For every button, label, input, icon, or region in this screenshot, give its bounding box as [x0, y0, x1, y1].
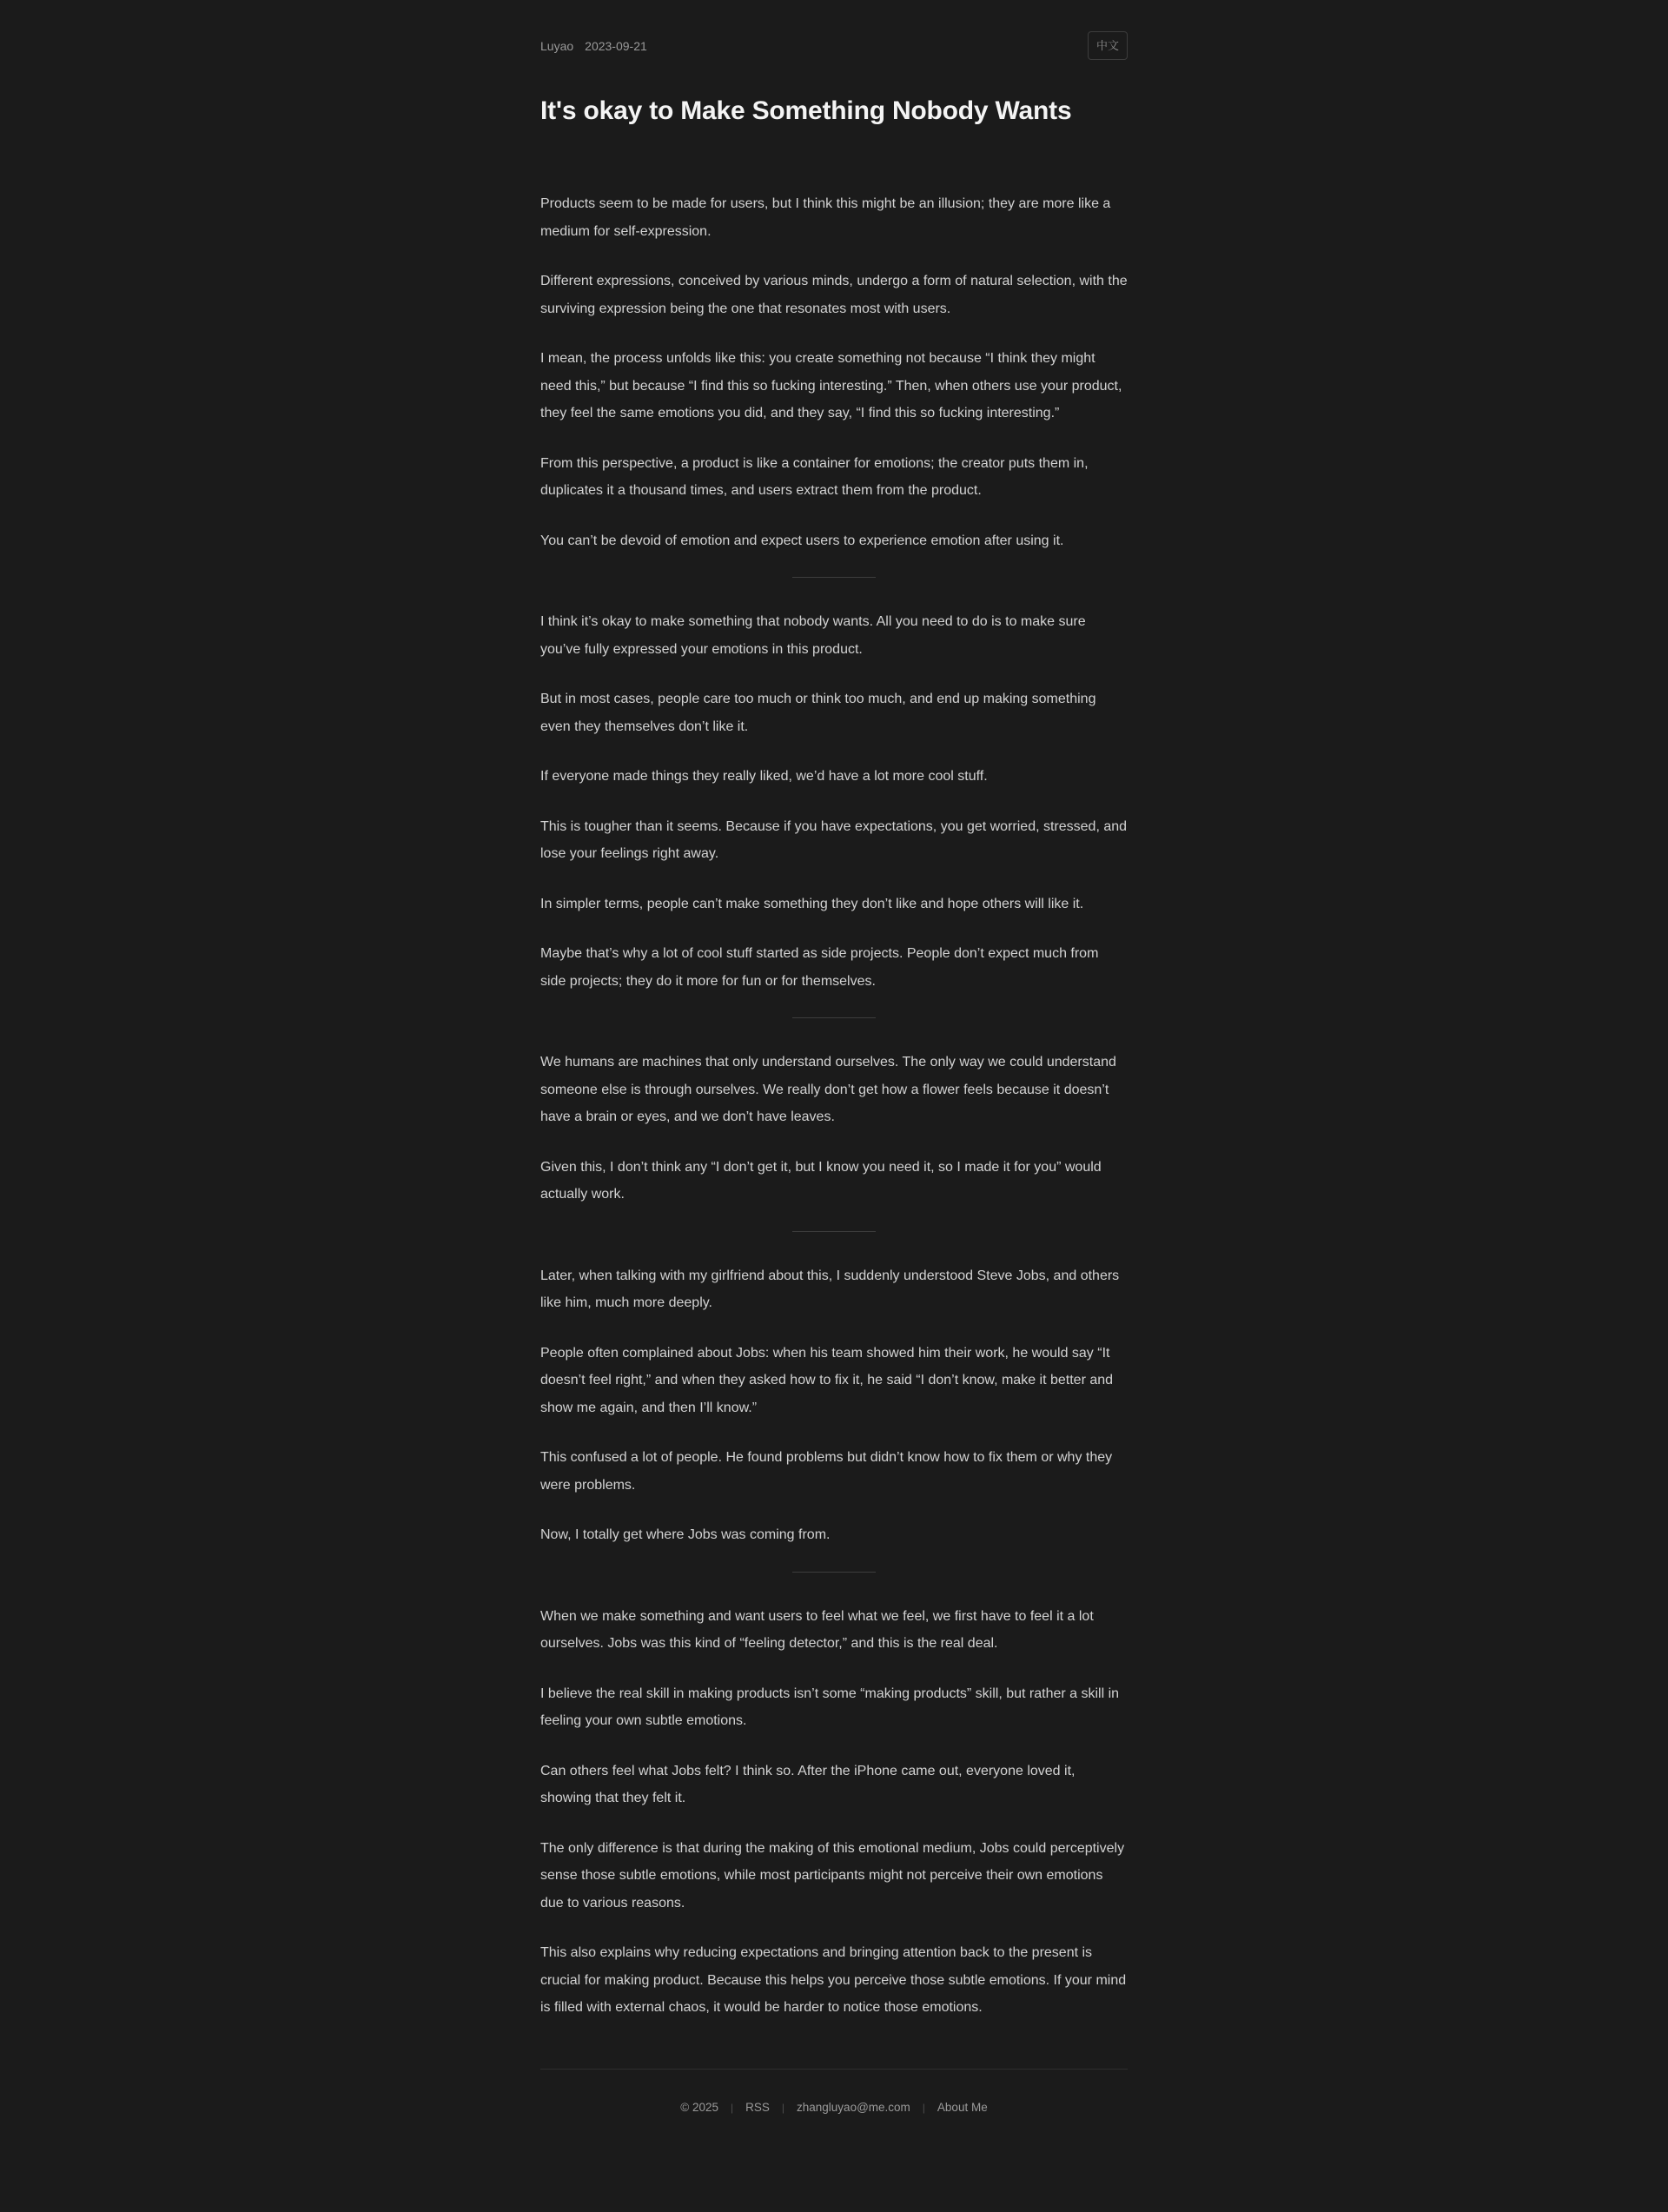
post-date: 2023-09-21 — [585, 38, 647, 53]
post-meta — [540, 39, 647, 53]
paragraph: When we make something and want users to feel what we feel, we first have to feel it a lot ourselves. Jobs was this kind of “feeling detector,” and this is the real deal. — [540, 1608, 1094, 1651]
article-section — [540, 608, 1128, 995]
rss-link[interactable]: RSS — [745, 2100, 770, 2114]
footer-separator: | — [922, 2101, 925, 2114]
about-me-link[interactable]: About Me — [937, 2100, 988, 2114]
section-divider — [792, 1231, 876, 1232]
author: Luyao — [540, 38, 574, 53]
paragraph: From this perspective, a product is like a container for emotions; the creator puts them in, duplicates it a thousand times, and users extract them from the product. — [540, 455, 1089, 498]
paragraph: But in most cases, people care too much or think too much, and end up making something even they themselves don’t like it. — [540, 692, 1096, 734]
footer-divider — [540, 2069, 1128, 2070]
section-divider — [792, 1572, 876, 1573]
article-body — [540, 190, 1128, 2022]
article-section — [540, 1049, 1128, 1209]
article-section — [540, 1603, 1128, 2022]
paragraph: Later, when talking with my girlfriend about this, I suddenly understood Steve Jobs, and others like him, much more deeply. — [540, 1268, 1120, 1310]
paragraph: I think it’s okay to make something that nobody wants. All you need to do is to make sure you’ve fully expressed your emotions in this product. — [540, 614, 1086, 657]
language-toggle-button[interactable]: 中文 — [1088, 31, 1128, 60]
paragraph: This confused a lot of people. He found problems but didn’t know how to fix them or why they were problems. — [540, 1450, 1113, 1493]
article-section — [540, 1262, 1128, 1549]
section-divider — [792, 577, 876, 578]
paragraph: Can others feel what Jobs felt? I think so. After the iPhone came out, everyone loved it, showing that they felt it. — [540, 1763, 1076, 1805]
paragraph: In simpler terms, people can’t make something they don’t like and hope others will like it. — [540, 896, 1084, 911]
footer-separator: | — [781, 2101, 785, 2114]
paragraph: Given this, I don’t think any “I don’t get it, but I know you need it, so I made it for you” would actually work. — [540, 1159, 1102, 1202]
section-divider — [792, 1017, 876, 1018]
paragraph: This also explains why reducing expectations and bringing attention back to the present is crucial for making product. Because this helps you perceive those subtle emotions. If your mind is filled with external chaos, it would be harder to notice those emotions. — [540, 1945, 1127, 2015]
paragraph: Products seem to be made for users, but I think this might be an illusion; they are more like a medium for self-expression. — [540, 196, 1111, 239]
paragraph: Maybe that’s why a lot of cool stuff started as side projects. People don’t expect much from side projects; they do it more for fun or for themselves. — [540, 946, 1099, 989]
paragraph: You can’t be devoid of emotion and expect users to experience emotion after using it. — [540, 533, 1064, 548]
paragraph: The only difference is that during the making of this emotional medium, Jobs could perceptively sense those subtle emotions, while most participants might not perceive their own emotions due to various reasons. — [540, 1840, 1125, 1911]
footer-separator: | — [731, 2101, 734, 2114]
paragraph: Different expressions, conceived by various minds, undergo a form of natural selection, with the surviving expression being the one that resonates most with users. — [540, 274, 1128, 316]
footer-row — [540, 2101, 1128, 2114]
paragraph: We humans are machines that only understand ourselves. The only way we could understand someone else is through ourselves. We really don’t get how a flower feels because it doesn’t have a brain or eyes, and we don’t have leaves. — [540, 1055, 1116, 1124]
copyright: © 2025 — [680, 2100, 718, 2114]
page — [540, 0, 1128, 2149]
page-title: It's okay to Make Something Nobody Wants — [540, 96, 1072, 125]
paragraph: People often complained about Jobs: when his team showed him their work, he would say “It doesn’t feel right,” and when they asked how to fix it, he said “I don’t know, make it better and show me again, and then I’ll know.” — [540, 1345, 1114, 1415]
post-header — [540, 31, 1128, 60]
article-section — [540, 190, 1128, 554]
paragraph: If everyone made things they really liked, we’d have a lot more cool stuff. — [540, 769, 988, 784]
paragraph: Now, I totally get where Jobs was coming from. — [540, 1527, 831, 1542]
paragraph: I believe the real skill in making products isn’t some “making products” skill, but rather a skill in feeling your own subtle emotions. — [540, 1685, 1120, 1728]
email-link[interactable]: zhangluyao@me.com — [797, 2100, 910, 2114]
paragraph: This is tougher than it seems. Because if you have expectations, you get worried, stressed, and lose your feelings right away. — [540, 818, 1128, 861]
site-footer — [540, 2069, 1128, 2114]
paragraph: I mean, the process unfolds like this: you create something not because “I think they might need this,” but because “I find this so fucking interesting.” Then, when others use your product, they feel the same emotions you did, and they say, “I find this so fucking interesting.” — [540, 351, 1122, 421]
